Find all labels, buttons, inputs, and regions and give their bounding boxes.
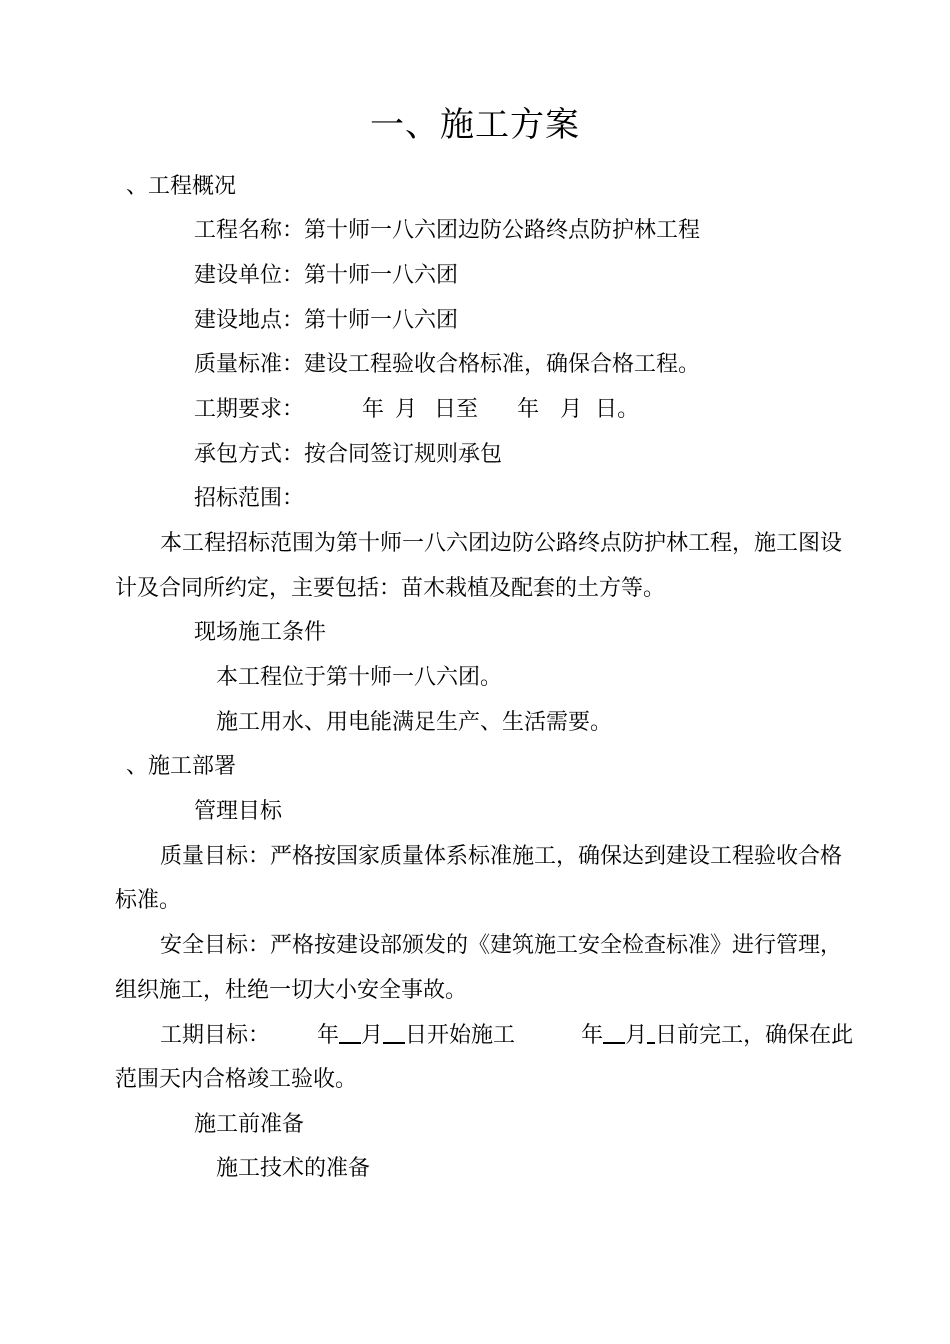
period-goal-blank-day-start <box>383 1020 405 1044</box>
schedule-month-start: 月 <box>395 397 418 422</box>
schedule-year-start: 年 <box>362 397 385 422</box>
period-goal-line2: 范围天内合格竣工验收。 <box>115 1067 358 1092</box>
schedule-day-start: 日至 <box>434 397 479 422</box>
bid-scope-label: 招标范围： <box>194 486 305 511</box>
builder-line: 建设单位：第十师一八六团 <box>194 263 459 288</box>
bid-scope-paragraph-line2: 计及合同所约定，主要包括：苗木栽植及配套的土方等。 <box>115 576 666 601</box>
period-goal-year-start: 年 <box>317 1023 340 1048</box>
period-goal-end-text: 日前完工，确保在此 <box>655 1023 854 1048</box>
period-goal-year-end: 年 <box>581 1023 604 1048</box>
period-goal-label: 工期目标： <box>160 1023 271 1048</box>
safety-goal-line1: 安全目标：严格按建设部颁发的《建筑施工安全检查标准》进行管理， <box>160 933 843 958</box>
site-conditions-heading: 现场施工条件 <box>194 620 327 645</box>
schedule-year-end: 年 <box>517 397 540 422</box>
period-goal-line <box>160 1020 853 1051</box>
management-goals-heading: 管理目标 <box>194 799 283 824</box>
page-title: 一、施工方案 <box>370 105 580 145</box>
contract-mode-line: 承包方式：按合同签订规则承包 <box>194 442 503 467</box>
quality-goal-line2: 标准。 <box>115 888 182 913</box>
period-goal-month-end: 月 <box>625 1023 648 1048</box>
period-goal-start-text: 日开始施工 <box>405 1023 516 1048</box>
schedule-line <box>194 395 639 425</box>
quality-goal-line1: 质量目标：严格按国家质量体系标准施工，确保达到建设工程验收合格 <box>160 844 843 869</box>
site-utilities-line: 施工用水、用电能满足生产、生活需要。 <box>216 710 613 735</box>
schedule-month-end: 月 <box>560 397 583 422</box>
safety-goal-line2: 组织施工，杜绝一切大小安全事故。 <box>115 978 468 1003</box>
schedule-day-end: 日。 <box>595 397 640 422</box>
quality-standard-line: 质量标准：建设工程验收合格标准，确保合格工程。 <box>194 352 701 377</box>
tech-preparation-heading: 施工技术的准备 <box>216 1156 371 1181</box>
section-heading-overview: 、工程概况 <box>126 174 237 199</box>
bid-scope-paragraph-line1: 本工程招标范围为第十师一八六团边防公路终点防护林工程，施工图设 <box>160 531 843 556</box>
location-line: 建设地点：第十师一八六团 <box>194 308 459 333</box>
pre-construction-heading: 施工前准备 <box>194 1112 305 1137</box>
section-heading-deployment: 、施工部署 <box>126 754 237 779</box>
site-location-line: 本工程位于第十师一八六团。 <box>216 665 503 690</box>
project-name-line: 工程名称：第十师一八六团边防公路终点防护林工程 <box>194 218 701 243</box>
period-goal-blank-day-end <box>647 1020 655 1044</box>
period-goal-blank-month-start <box>339 1020 361 1044</box>
schedule-label: 工期要求： <box>194 397 305 422</box>
period-goal-blank-month-end <box>603 1020 625 1044</box>
period-goal-month-start: 月 <box>361 1023 384 1048</box>
